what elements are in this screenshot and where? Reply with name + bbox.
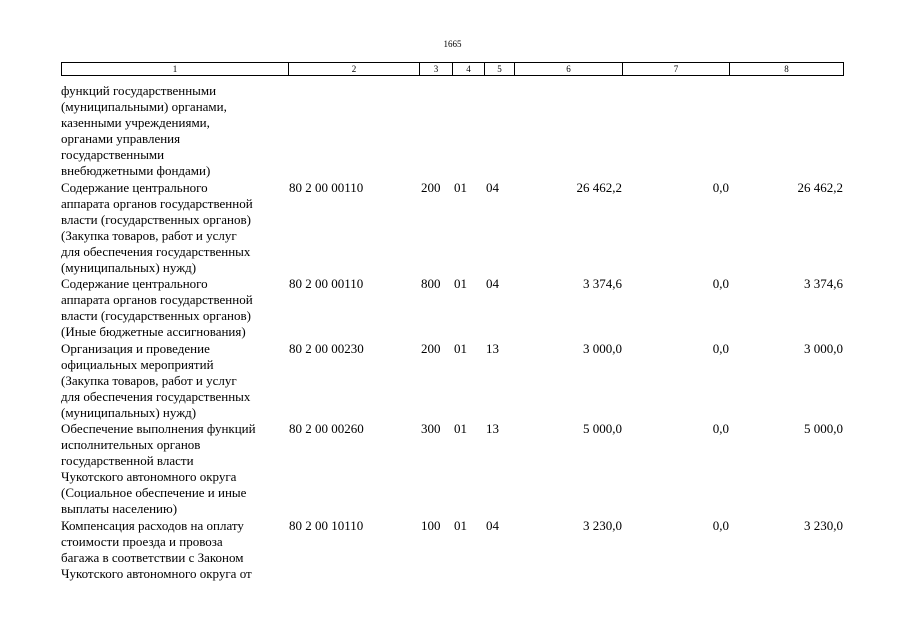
column-header-2: 2 xyxy=(289,63,420,76)
column-header-1: 1 xyxy=(62,63,289,76)
row-description: Компенсация расходов на оплату стоимости проезда и провоза багажа в соответствии с Законом Чукотского автономного округа от xyxy=(61,517,252,581)
amount-col-6: 5 000,0 xyxy=(583,420,622,436)
table-row xyxy=(0,180,905,277)
amount-col-6: 3 374,6 xyxy=(583,276,622,292)
page-number: 1665 xyxy=(443,39,462,49)
section-code: 01 xyxy=(454,179,467,195)
row-description: Содержание центрального аппарата органов государственной власти (государственных органов) (Иные бюджетные ассигнования) xyxy=(61,276,253,340)
column-header-4: 4 xyxy=(453,63,485,76)
amount-col-7: 0,0 xyxy=(712,517,729,533)
column-header-5: 5 xyxy=(485,63,515,76)
amount-col-6: 26 462,2 xyxy=(576,179,622,195)
amount-col-7: 0,0 xyxy=(712,179,729,195)
target-article-code: 80 2 00 00110 xyxy=(289,179,364,195)
row-description: Обеспечение выполнения функций исполнительных органов государственной власти Чукотского автономного округа (Социальное обеспечение и иные выплаты населению) xyxy=(61,420,256,517)
amount-col-8: 26 462,2 xyxy=(797,179,843,195)
column-header-3: 3 xyxy=(420,63,453,76)
expense-type-code: 300 xyxy=(421,420,441,436)
table-row xyxy=(0,276,905,340)
target-article-code: 80 2 00 00230 xyxy=(289,340,364,356)
expense-type-code: 200 xyxy=(421,179,441,195)
budget-table-body xyxy=(0,83,905,582)
subsection-code: 04 xyxy=(486,517,499,533)
amount-col-6: 3 230,0 xyxy=(583,517,622,533)
amount-col-6: 3 000,0 xyxy=(583,340,622,356)
column-header-8: 8 xyxy=(730,63,844,76)
table-row xyxy=(0,341,905,421)
table-row xyxy=(0,421,905,518)
target-article-code: 80 2 00 00260 xyxy=(289,420,364,436)
section-code: 01 xyxy=(454,420,467,436)
section-code: 01 xyxy=(454,276,467,292)
column-header-table xyxy=(61,62,844,76)
section-code: 01 xyxy=(454,340,467,356)
subsection-code: 13 xyxy=(486,340,499,356)
column-header-7: 7 xyxy=(623,63,730,76)
target-article-code: 80 2 00 00110 xyxy=(289,276,364,292)
amount-col-7: 0,0 xyxy=(712,420,729,436)
amount-col-8: 3 000,0 xyxy=(804,340,843,356)
subsection-code: 04 xyxy=(486,276,499,292)
column-header-6: 6 xyxy=(515,63,623,76)
amount-col-8: 3 374,6 xyxy=(804,276,843,292)
amount-col-7: 0,0 xyxy=(712,340,729,356)
subsection-code: 13 xyxy=(486,420,499,436)
row-description: Содержание центрального аппарата органов государственной власти (государственных органов) (Закупка товаров, работ и услуг для обеспечения государственных (муниципальных) нужд) xyxy=(61,179,253,276)
table-row xyxy=(0,83,905,180)
amount-col-8: 5 000,0 xyxy=(804,420,843,436)
expense-type-code: 100 xyxy=(421,517,441,533)
expense-type-code: 200 xyxy=(421,340,441,356)
table-row xyxy=(0,518,905,582)
row-description: функций государственными (муниципальными) органами, казенными учреждениями, органами управления государственными внебюджетными фондами) xyxy=(61,83,227,179)
section-code: 01 xyxy=(454,517,467,533)
column-header-row xyxy=(62,63,844,76)
expense-type-code: 800 xyxy=(421,276,441,292)
subsection-code: 04 xyxy=(486,179,499,195)
amount-col-8: 3 230,0 xyxy=(804,517,843,533)
amount-col-7: 0,0 xyxy=(712,276,729,292)
target-article-code: 80 2 00 10110 xyxy=(289,517,364,533)
row-description: Организация и проведение официальных мероприятий (Закупка товаров, работ и услуг для обеспечения государственных (муниципальных) нужд) xyxy=(61,340,251,420)
